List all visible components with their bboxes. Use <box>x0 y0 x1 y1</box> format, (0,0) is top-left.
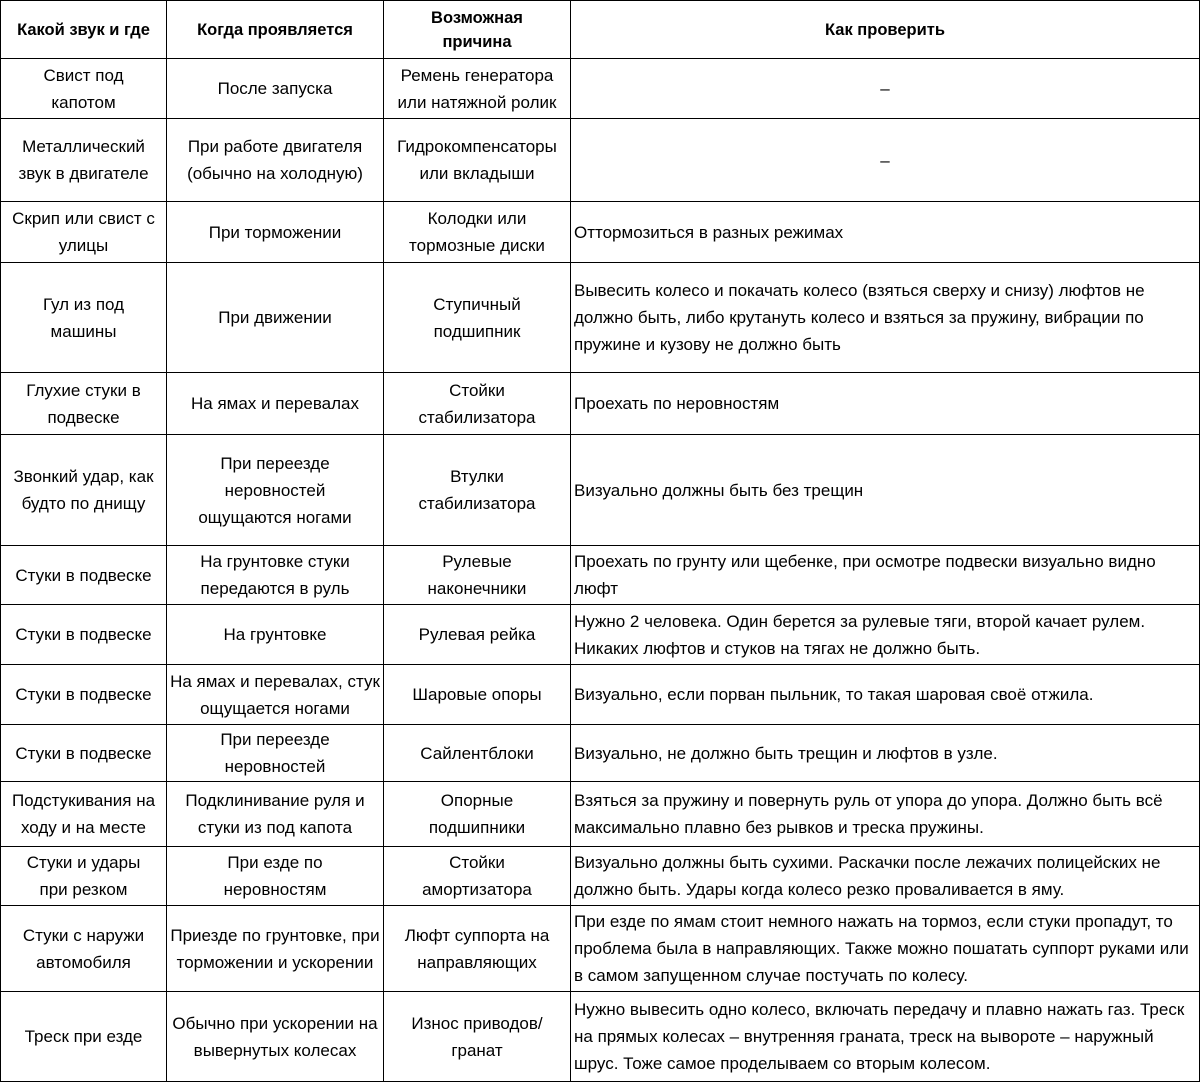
cell-check: При езде по ямам стоит немного нажать на тормоз, если стуки пропадут, то проблема была в направляющих. Также можно пошатать суппорт руками или в самом запущенном случае постучать по колесу. <box>571 906 1200 992</box>
cell-check: – <box>571 59 1200 119</box>
cell-when: При движении <box>167 263 384 373</box>
cell-check: Оттормозиться в разных режимах <box>571 202 1200 263</box>
cell-sound: Подстукивания на ходу и на месте <box>1 782 167 847</box>
table-row <box>1 546 1200 605</box>
header-cause: Возможная причина <box>384 1 571 59</box>
table-row <box>1 906 1200 992</box>
cell-sound: Гул из под машины <box>1 263 167 373</box>
cell-sound: Металлический звук в двигателе <box>1 119 167 202</box>
cell-sound: Стуки с наружи автомобиля <box>1 906 167 992</box>
cell-check: Вывесить колесо и покачать колесо (взяться сверху и снизу) люфтов не должно быть, либо крутануть колесо и взяться за пружину, вибрации по пружине и кузову не должно быть <box>571 263 1200 373</box>
cell-cause: Ремень генератора или натяжной ролик <box>384 59 571 119</box>
cell-cause: Опорные подшипники <box>384 782 571 847</box>
cell-cause: Сайлентблоки <box>384 725 571 782</box>
cell-when: На ямах и перевалах <box>167 373 384 435</box>
cell-when: На ямах и перевалах, стук ощущается ногами <box>167 665 384 725</box>
cell-sound: Треск при езде <box>1 992 167 1082</box>
cell-sound: Стуки и удары при резком <box>1 847 167 906</box>
cell-check: Нужно 2 человека. Один берется за рулевые тяги, второй качает рулем. Никаких люфтов и стуков на тягах не должно быть. <box>571 605 1200 665</box>
cell-sound: Стуки в подвеске <box>1 605 167 665</box>
table-row <box>1 992 1200 1082</box>
header-row <box>1 1 1200 59</box>
cell-check: Визуально, не должно быть трещин и люфтов в узле. <box>571 725 1200 782</box>
cell-when: Приезде по грунтовке, при торможении и ускорении <box>167 906 384 992</box>
table-row <box>1 202 1200 263</box>
cell-when: После запуска <box>167 59 384 119</box>
table-row <box>1 373 1200 435</box>
table-row <box>1 119 1200 202</box>
table-row <box>1 847 1200 906</box>
table-row <box>1 605 1200 665</box>
table-row <box>1 263 1200 373</box>
cell-check: Визуально должны быть сухими. Раскачки после лежачих полицейских не должно быть. Удары когда колесо резко проваливается в яму. <box>571 847 1200 906</box>
header-check: Как проверить <box>571 1 1200 59</box>
table-row <box>1 59 1200 119</box>
cell-cause: Рулевая рейка <box>384 605 571 665</box>
header-when: Когда проявляется <box>167 1 384 59</box>
cell-when: На грунтовке стуки передаются в руль <box>167 546 384 605</box>
cell-cause: Шаровые опоры <box>384 665 571 725</box>
cell-sound: Стуки в подвеске <box>1 546 167 605</box>
cell-cause: Износ приводов/гранат <box>384 992 571 1082</box>
cell-when: При переезде неровностей <box>167 725 384 782</box>
cell-check: – <box>571 119 1200 202</box>
cell-when: При торможении <box>167 202 384 263</box>
cell-check: Взяться за пружину и повернуть руль от упора до упора. Должно быть всё максимально плавно без рывков и треска пружины. <box>571 782 1200 847</box>
cell-cause: Ступичный подшипник <box>384 263 571 373</box>
cell-when: Обычно при ускорении на вывернутых колесах <box>167 992 384 1082</box>
table-row <box>1 725 1200 782</box>
table-row <box>1 782 1200 847</box>
cell-sound: Звонкий удар, как будто по днищу <box>1 435 167 546</box>
cell-cause: Стойки амортизатора <box>384 847 571 906</box>
cell-cause: Втулки стабилизатора <box>384 435 571 546</box>
cell-sound: Глухие стуки в подвеске <box>1 373 167 435</box>
cell-sound: Стуки в подвеске <box>1 665 167 725</box>
cell-check: Нужно вывесить одно колесо, включать передачу и плавно нажать газ. Треск на прямых колесах – внутренняя граната, треск на вывороте – наружный шрус. Тоже самое проделываем со вторым колесом. <box>571 992 1200 1082</box>
cell-when: Подклинивание руля и стуки из под капота <box>167 782 384 847</box>
cell-when: При переезде неровностей ощущаются ногами <box>167 435 384 546</box>
cell-sound: Скрип или свист с улицы <box>1 202 167 263</box>
cell-when: При езде по неровностям <box>167 847 384 906</box>
cell-check: Визуально, если порван пыльник, то такая шаровая своё отжила. <box>571 665 1200 725</box>
cell-sound: Свист под капотом <box>1 59 167 119</box>
cell-cause: Стойки стабилизатора <box>384 373 571 435</box>
cell-check: Визуально должны быть без трещин <box>571 435 1200 546</box>
cell-when: На грунтовке <box>167 605 384 665</box>
cell-cause: Рулевые наконечники <box>384 546 571 605</box>
table-row <box>1 435 1200 546</box>
header-sound: Какой звук и где <box>1 1 167 59</box>
cell-cause: Люфт суппорта на направляющих <box>384 906 571 992</box>
cell-cause: Колодки или тормозные диски <box>384 202 571 263</box>
cell-when: При работе двигателя (обычно на холодную) <box>167 119 384 202</box>
cell-cause: Гидрокомпенсаторы или вкладыши <box>384 119 571 202</box>
cell-check: Проехать по неровностям <box>571 373 1200 435</box>
table-row <box>1 665 1200 725</box>
cell-check: Проехать по грунту или щебенке, при осмотре подвески визуально видно люфт <box>571 546 1200 605</box>
cell-sound: Стуки в подвеске <box>1 725 167 782</box>
